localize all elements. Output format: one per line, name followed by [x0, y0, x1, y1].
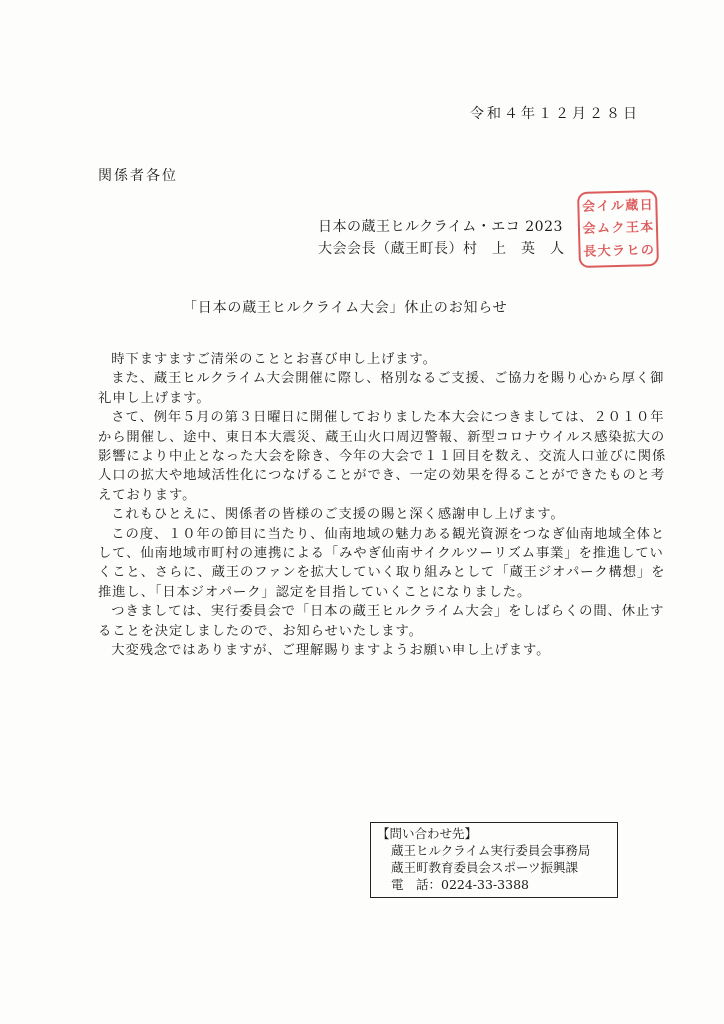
seal-character: 会	[582, 222, 596, 238]
sender-chairperson: 大会会長（蔵王町長）村 上 英 人	[318, 241, 565, 257]
contact-org-office: 蔵王ヒルクライム実行委員会事務局	[391, 843, 591, 858]
seal-character: ヒ	[626, 243, 640, 259]
sender-block	[318, 216, 565, 260]
body-paragraph: これもひとえに、関係者の皆様のご支援の賜と深く感謝申し上げます。	[111, 507, 565, 523]
letter-date: 令和４年１２月２８日	[470, 106, 640, 122]
addressee: 関係者各位	[98, 168, 178, 184]
seal-character: の	[640, 243, 655, 259]
contact-org-department: 蔵王町教育委員会スポーツ振興課	[391, 860, 579, 875]
body-paragraph: さて、例年５月の第３日曜日に開催しておりました本大会につきましては、２０１０年から開催し、途中、東日本大震災、蔵王山火口周辺警報、新型コロナウイルス感染拡大の影響により中止となった大会を除き、今年の大会で１１回目を数え、交流人口並びに関係人口の拡大や地域活性化につなげることができ、一定の効果を得ることができたものと考えております。	[98, 410, 667, 503]
contact-heading: 【問い合わせ先】	[377, 826, 478, 841]
seal-character: 長	[583, 244, 597, 261]
body-paragraph: つきましては、実行委員会で「日本の蔵王ヒルクライム大会」をしばらくの間、休止することを決定しましたので、お知らせいたします。	[98, 604, 665, 639]
notice-title: 「日本の蔵王ヒルクライム大会」休止のお知らせ	[183, 300, 508, 316]
letter-body	[98, 350, 668, 661]
seal-character: ク	[611, 221, 625, 237]
body-paragraph: 大変残念ではありますが、ご理解賜りますようお願い申し上げます。	[111, 643, 551, 659]
official-seal-stamp	[577, 190, 659, 268]
seal-character: 蔵	[625, 198, 639, 214]
body-paragraph: 時下ますますご清栄のこととお喜び申し上げます。	[111, 352, 437, 367]
seal-character: ラ	[611, 243, 626, 260]
seal-character: イ	[596, 199, 610, 215]
seal-character: 本	[640, 220, 654, 236]
seal-character: 大	[597, 244, 611, 260]
sender-event-name: 日本の蔵王ヒルクライム・エコ 2023	[318, 219, 563, 235]
seal-character: 会	[581, 199, 596, 215]
body-paragraph: この度、１０年の節目に当たり、仙南地域の魅力ある観光資源をつなぎ仙南地域全体として、仙南地域市町村の連携による「みやぎ仙南サイクルツーリズム事業」を推進していくこと、さらに、蔵王のファンを拡大していく取り組みとして「蔵王ジオパーク構想」を推進し、「日本ジオパーク」認定を目指していくことになりました。	[98, 526, 666, 600]
contact-phone: 電 話：0224-33-3388	[391, 877, 529, 892]
seal-character: ル	[610, 198, 625, 215]
seal-character: 王	[625, 220, 640, 237]
seal-character: 日	[639, 197, 653, 214]
body-paragraph: また、蔵王ヒルクライム大会開催に際し、格別なるご支援、ご協力を賜り心から厚く御礼申し上げます。	[98, 371, 665, 406]
contact-box	[370, 822, 618, 898]
seal-character: ム	[596, 221, 611, 238]
